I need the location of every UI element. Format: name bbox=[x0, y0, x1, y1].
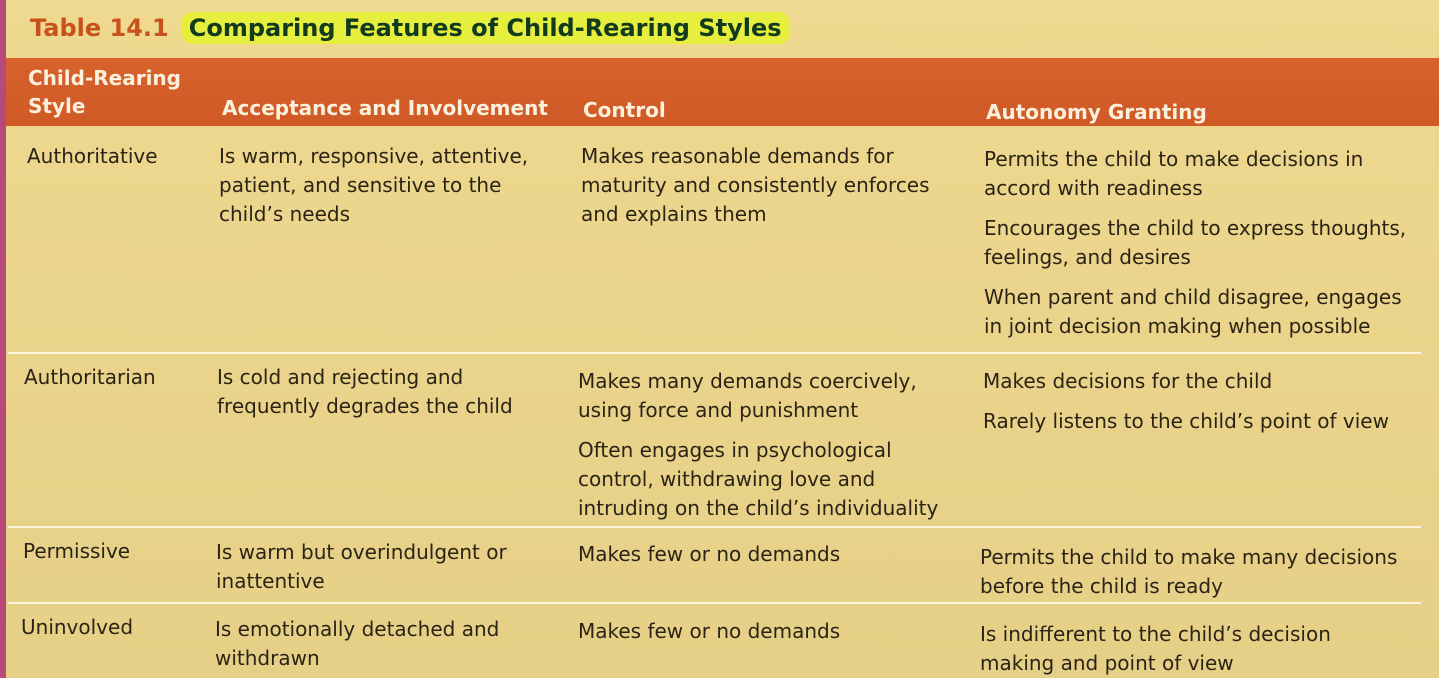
table-caption bbox=[30, 6, 790, 50]
row-acceptance-authoritative bbox=[219, 142, 528, 229]
row-autonomy-authoritative bbox=[984, 145, 1406, 341]
text-line: frequently degrades the child bbox=[217, 394, 513, 418]
text-line: before the child is ready bbox=[980, 574, 1223, 598]
text-line: Is emotionally detached and bbox=[215, 617, 500, 641]
row-divider bbox=[8, 352, 1421, 354]
row-autonomy-uninvolved bbox=[980, 620, 1331, 678]
text-line: Makes decisions for the child bbox=[983, 369, 1273, 393]
text-line: Makes reasonable demands for bbox=[581, 144, 894, 168]
text-line: making and point of view bbox=[980, 651, 1234, 675]
text-line: Permits the child to make many decisions bbox=[980, 545, 1398, 569]
autonomy-item bbox=[984, 283, 1406, 341]
text-line: feelings, and desires bbox=[984, 245, 1191, 269]
text-line: patient, and sensitive to the bbox=[219, 173, 502, 197]
row-acceptance-authoritarian bbox=[217, 363, 513, 421]
text-line: withdrawn bbox=[215, 646, 320, 670]
text-line: Often engages in psychological bbox=[578, 438, 892, 462]
control-item bbox=[578, 617, 840, 646]
control-item bbox=[578, 367, 938, 425]
autonomy-item bbox=[983, 407, 1389, 436]
table-header-row bbox=[6, 58, 1439, 126]
header-autonomy: Autonomy Granting bbox=[986, 100, 1207, 124]
text-line: Rarely listens to the child’s point of view bbox=[983, 409, 1389, 433]
control-item bbox=[578, 436, 938, 523]
autonomy-item bbox=[984, 145, 1406, 203]
header-acceptance: Acceptance and Involvement bbox=[222, 96, 548, 120]
text-line: accord with readiness bbox=[984, 176, 1203, 200]
text-line: Is indifferent to the child’s decision bbox=[980, 622, 1331, 646]
table-title: Comparing Features of Child-Rearing Styles bbox=[181, 12, 790, 44]
text-line: maturity and consistently enforces bbox=[581, 173, 930, 197]
row-control-permissive bbox=[578, 540, 840, 569]
autonomy-item bbox=[980, 543, 1397, 601]
control-item bbox=[581, 142, 930, 229]
text-line: Is cold and rejecting and bbox=[217, 365, 464, 389]
header-style-line1: Child-Rearing bbox=[28, 66, 181, 90]
text-line: inattentive bbox=[216, 569, 325, 593]
text-line: Makes many demands coercively, bbox=[578, 369, 917, 393]
row-acceptance-permissive bbox=[216, 538, 507, 596]
text-line: Makes few or no demands bbox=[578, 619, 841, 643]
header-control: Control bbox=[583, 98, 666, 122]
row-style-authoritative: Authoritative bbox=[27, 144, 158, 168]
text-line: intruding on the child’s individuality bbox=[578, 496, 939, 520]
control-item bbox=[578, 540, 840, 569]
row-acceptance-uninvolved bbox=[215, 615, 499, 673]
text-line: Makes few or no demands bbox=[578, 542, 841, 566]
row-control-uninvolved bbox=[578, 617, 840, 646]
row-control-authoritative bbox=[581, 142, 930, 229]
text-line: Encourages the child to express thoughts, bbox=[984, 216, 1407, 240]
autonomy-item bbox=[980, 620, 1331, 678]
text-line: When parent and child disagree, engages bbox=[984, 285, 1402, 309]
row-divider bbox=[8, 526, 1421, 528]
text-line: and explains them bbox=[581, 202, 767, 226]
row-autonomy-permissive bbox=[980, 543, 1397, 601]
row-style-permissive: Permissive bbox=[23, 539, 131, 563]
text-line: Permits the child to make decisions in bbox=[984, 147, 1364, 171]
text-line: using force and punishment bbox=[578, 398, 859, 422]
row-style-uninvolved: Uninvolved bbox=[21, 615, 134, 639]
autonomy-item bbox=[983, 367, 1389, 396]
row-control-authoritarian bbox=[578, 367, 938, 523]
table-number: Table 14.1 bbox=[30, 14, 169, 42]
row-divider bbox=[8, 602, 1421, 604]
text-line: control, withdrawing love and bbox=[578, 467, 876, 491]
text-line: in joint decision making when possible bbox=[984, 314, 1371, 338]
row-autonomy-authoritarian bbox=[983, 367, 1389, 436]
header-style-line2: Style bbox=[28, 94, 86, 118]
header-style bbox=[28, 64, 181, 120]
row-style-authoritarian: Authoritarian bbox=[24, 365, 156, 389]
text-line: child’s needs bbox=[219, 202, 351, 226]
text-line: Is warm but overindulgent or bbox=[216, 540, 507, 564]
text-line: Is warm, responsive, attentive, bbox=[219, 144, 529, 168]
autonomy-item bbox=[984, 214, 1406, 272]
